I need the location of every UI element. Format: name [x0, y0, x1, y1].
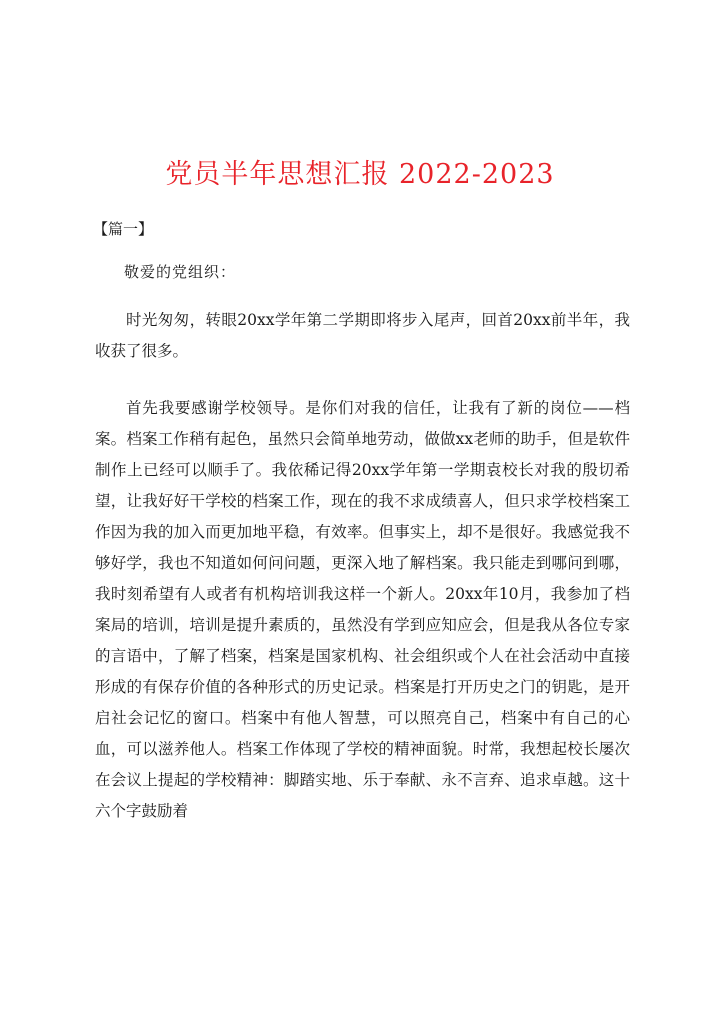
- greeting-line: 敬爱的党组织：: [124, 263, 237, 281]
- document-title: 党员半年思想汇报 2022-2023: [165, 159, 555, 190]
- paragraph: 时光匆匆，转眼20xx学年第二学期即将步入尾声，回首20xx前半年，我收获了很多。: [95, 310, 630, 360]
- paragraph: 首先我要感谢学校领导。是你们对我的信任，让我有了新的岗位——档案。档案工作稍有起色，虽然只会简单地劳动，做做xx老师的助手，但是软件制作上已经可以顺手了。我依稀记得20xx学年第一学期袁校长对我的殷切希望，让我好好干学校的档案工作，现在的我不求成绩喜人，但只求学校档案工作因为我的加入而更加地平稳，有效率。但事实上，却不是很好。我感觉我不够好学，我也不知道如何问问题，更深入地了解档案。我只能走到哪问到哪，我时刻希望有人或者有机构培训我这样一个新人。20xx年10月，我参加了档案局的培训，培训是提升素质的，虽然没有学到应知应会，但是我从各位专家的言语中，了解了档案，档案是国家机构、社会组织或个人在社会活动中直接形成的有保存价值的各种形式的历史记录。档案是打开历史之门的钥匙，是开启社会记忆的窗口。档案中有他人智慧，可以照亮自己，档案中有自己的心血，可以滋养他人。档案工作体现了学校的精神面貌。时常，我想起校长屡次在会议上提起的学校精神：脚踏实地、乐于奉献、永不言弃、追求卓越。这十六个字鼓励着: [95, 398, 630, 820]
- section-label: 【篇一】: [93, 220, 154, 238]
